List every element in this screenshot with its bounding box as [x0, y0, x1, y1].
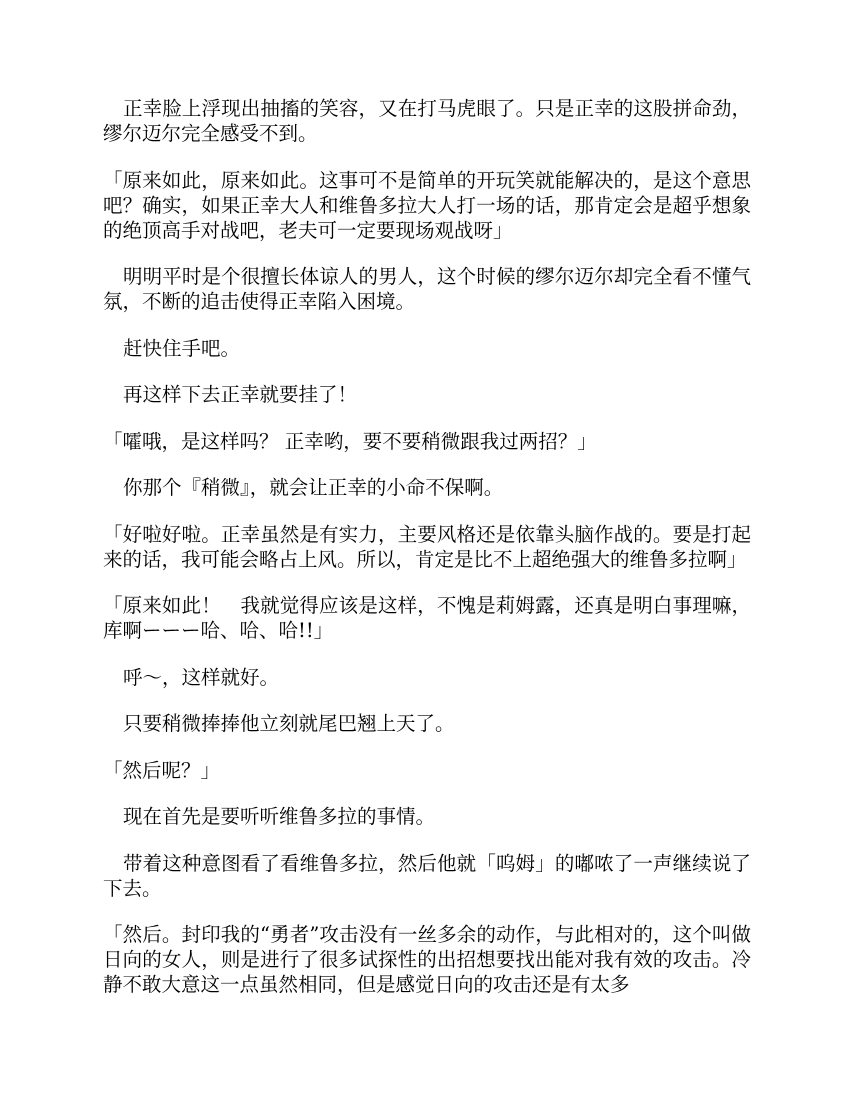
dialogue-paragraph: 「然后呢？」 [103, 758, 221, 782]
narration-paragraph: 赶快住手吧。 [123, 336, 241, 360]
dialogue-paragraph: 「然后。封印我的“勇者”攻击没有一丝多余的动作，与此相对的，这个叫做日向的女人，则是进行了很多试探性的出招想要找出能对我有效的攻击。冷静不敢大意这一点虽然相同，但是感觉日向的攻击还是有太多 [103, 923, 751, 996]
narration-paragraph: 明明平时是个很擅长体谅人的男人，这个时候的缪尔迈尔却完全看不懂气氛，不断的追击使得正幸陷入困境。 [103, 265, 751, 313]
dialogue-paragraph: 「嚯哦，是这样吗？ 正幸哟，要不要稍微跟我过两招？」 [103, 429, 597, 453]
narration-paragraph: 带着这种意图看了看维鲁多拉，然后他就「呜姆」的嘟哝了一声继续说了下去。 [103, 851, 751, 900]
dialogue-paragraph: 「原来如此，原来如此。这事可不是简单的开玩笑就能解决的，是这个意思吧？确实，如果正幸大人和维鲁多拉大人打一场的话，那肯定会是超乎想象的绝顶高手对战吧，老夫可一定要现场观战呀」 [103, 168, 751, 242]
narration-paragraph: 你那个『稍微』，就会让正幸的小命不保啊。 [123, 476, 504, 499]
dialogue-paragraph: 「原来如此！ 我就觉得应该是这样，不愧是莉姆露，还真是明白事理嘛，库啊ーーー哈、哈、哈!!」 [103, 594, 751, 642]
narration-paragraph: 正幸脸上浮现出抽搐的笑容，又在打马虎眼了。只是正幸的这股拼命劲，缪尔迈尔完全感受不到。 [103, 97, 751, 145]
narration-paragraph: 再这样下去正幸就要挂了！ [123, 383, 358, 406]
narration-paragraph: 呼～，这样就好。 [123, 665, 280, 689]
dialogue-paragraph: 「好啦好啦。正幸虽然是有实力，主要风格还是依靠头脑作战的。要是打起来的话，我可能会略占上风。所以，肯定是比不上超绝强大的维鲁多拉啊」 [103, 522, 751, 571]
narration-paragraph: 现在首先是要听听维鲁多拉的事情。 [123, 805, 436, 828]
narration-paragraph: 只要稍微捧捧他立刻就尾巴翘上天了。 [123, 712, 455, 735]
novel-text-body [103, 96, 751, 1019]
